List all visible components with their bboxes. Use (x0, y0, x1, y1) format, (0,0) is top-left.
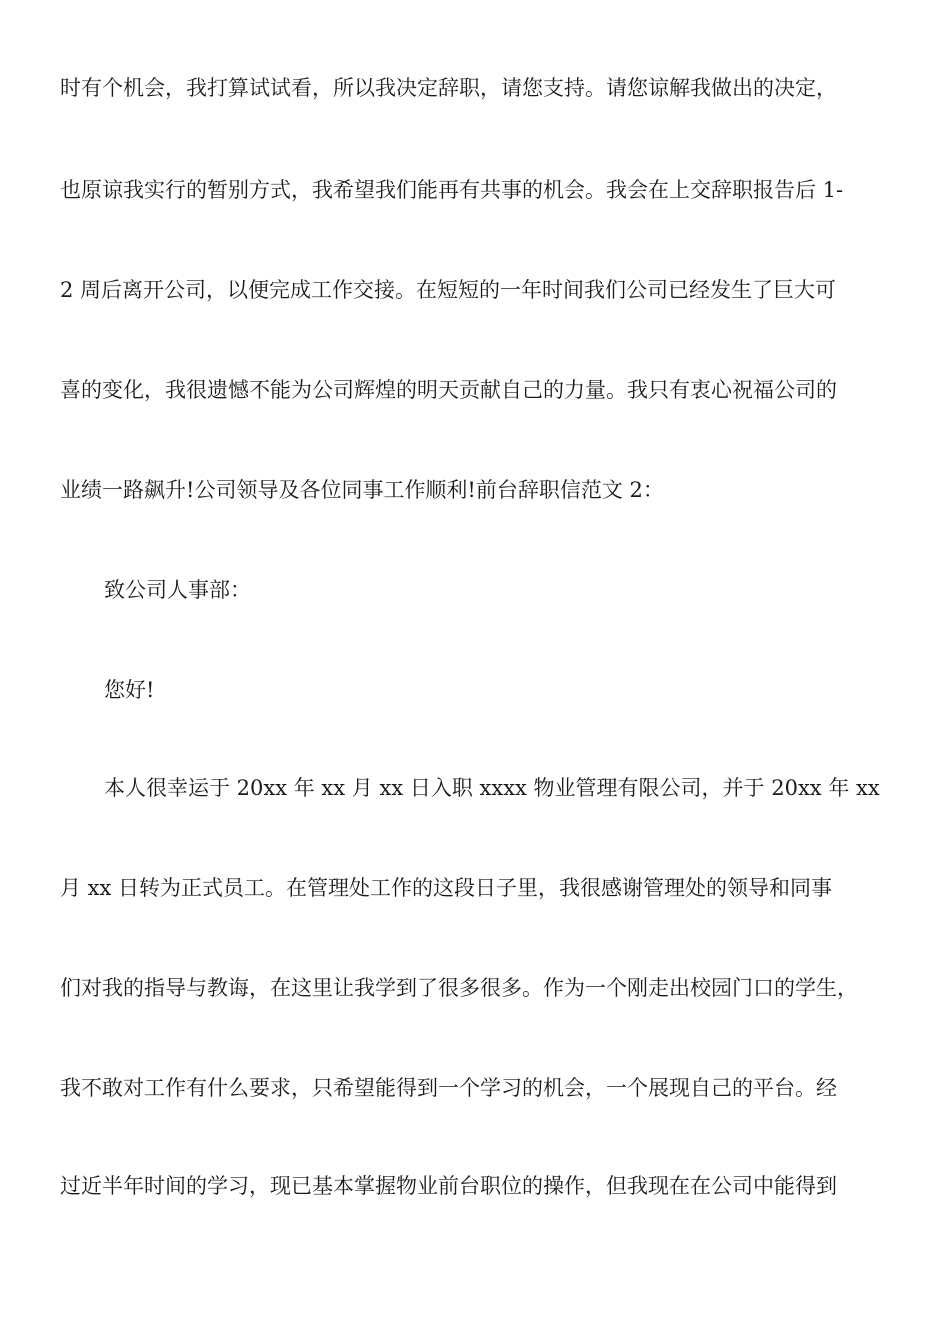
salutation-recipient: 致公司人事部： (104, 578, 251, 602)
text-line: 2 周后离开公司，以便完成工作交接。在短短的一年时间我们公司已经发生了巨大可 (60, 278, 837, 302)
text-line: 时有个机会，我打算试试看，所以我决定辞职，请您支持。请您谅解我做出的决定， (60, 76, 837, 100)
paragraph-start: 本人很幸运于 20xx 年 xx 月 xx 日入职 xxxx 物业管理有限公司，并于 20xx 年 xx (104, 776, 880, 800)
text-line: 也原谅我实行的暂别方式，我希望我们能再有共事的机会。我会在上交辞职报告后 1- (60, 178, 844, 202)
text-line: 们对我的指导与教诲，在这里让我学到了很多很多。作为一个刚走出校园门口的学生， (60, 976, 858, 1000)
text-line: 业绩一路飙升!公司领导及各位同事工作顺利!前台辞职信范文 2： (60, 478, 664, 502)
greeting: 您好! (104, 678, 155, 702)
text-line: 月 xx 日转为正式员工。在管理处工作的这段日子里，我很感谢管理处的领导和同事 (60, 876, 833, 900)
text-line: 过近半年时间的学习，现已基本掌握物业前台职位的操作，但我现在在公司中能得到 (60, 1174, 837, 1198)
text-line: 喜的变化，我很遗憾不能为公司辉煌的明天贡献自己的力量。我只有衷心祝福公司的 (60, 378, 837, 402)
text-line: 我不敢对工作有什么要求，只希望能得到一个学习的机会，一个展现自己的平台。经 (60, 1076, 837, 1100)
